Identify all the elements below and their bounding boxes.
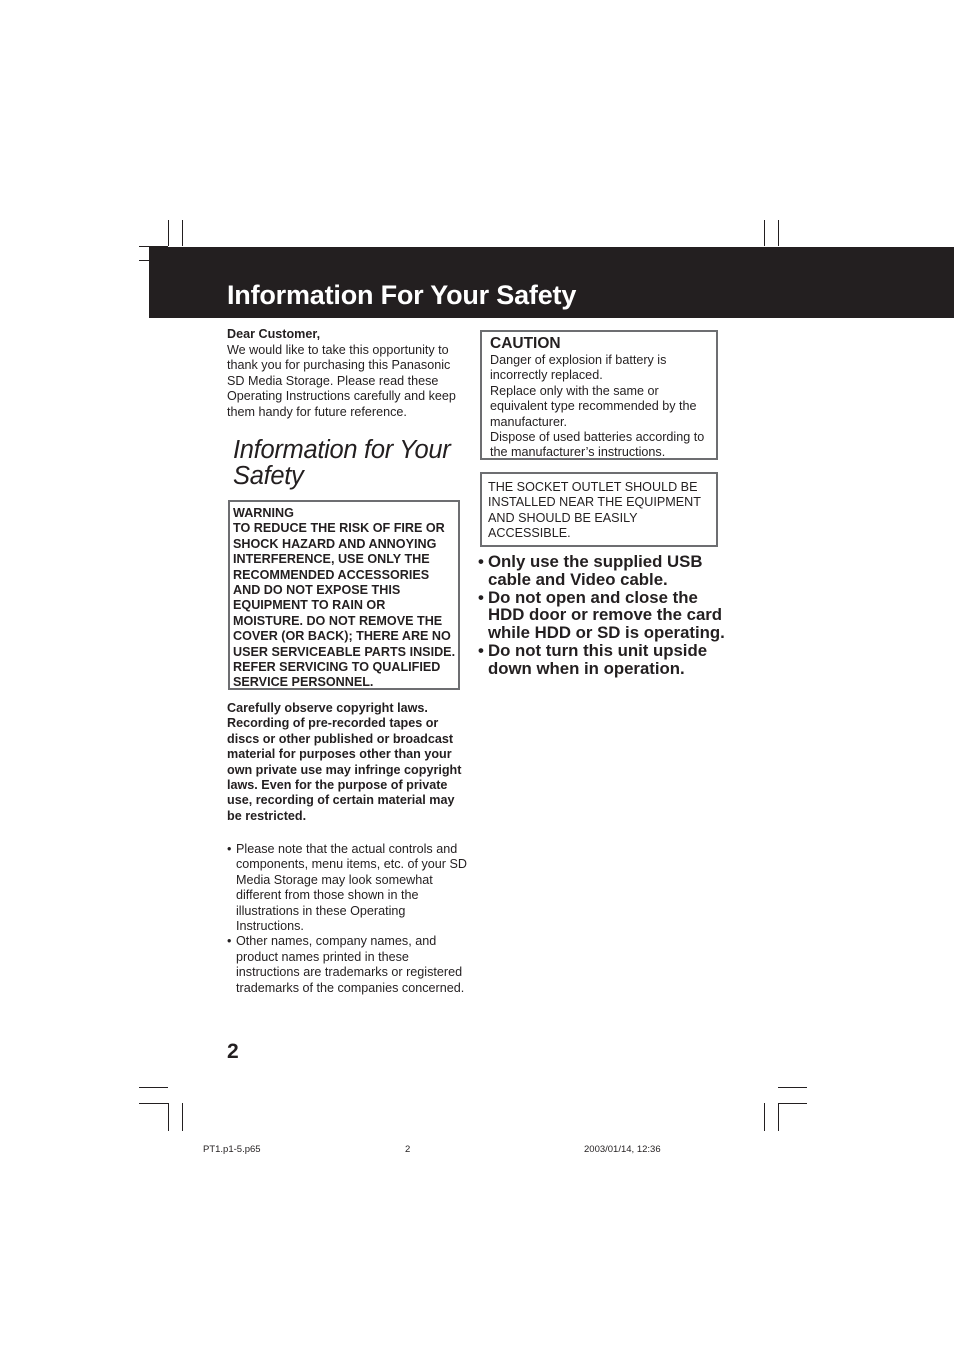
- warning-body: TO REDUCE THE RISK OF FIRE OR SHOCK HAZARD AND ANNOYING INTERFERENCE, USE ONLY THE RECOMMENDED ACCESSORIES AND DO NOT EXPOSE THIS EQUIPMENT TO RAIN OR MOISTURE. DO NOT REMOVE THE COVER (OR BACK); THERE ARE NO USER SERVICEABLE PARTS INSIDE. REFER SERVICING TO QUALIFIED SERVICE PERSONNEL.: [233, 521, 456, 690]
- list-item: • Please note that the actual controls and components, menu items, etc. of your SD Media Storage may look somewhat different from those shown in the illustrations in these Operating Instructions.: [227, 842, 467, 934]
- greeting-body: We would like to take this opportunity to thank you for purchasing this Panasonic SD Media Storage. Please read these Operating Instructions carefully and keep them handy for future reference.: [227, 343, 456, 419]
- caution-title: CAUTION: [490, 335, 561, 352]
- crop-mark: [778, 1087, 807, 1088]
- crop-mark: [764, 1103, 765, 1131]
- footer-timestamp: 2003/01/14, 12:36: [584, 1144, 661, 1155]
- crop-mark: [139, 1103, 168, 1104]
- caution-box: [480, 330, 718, 460]
- caution-line: Replace only with the same or equivalent type recommended by the manufacturer.: [490, 383, 697, 429]
- crop-mark: [778, 1103, 807, 1104]
- crop-mark: [182, 1103, 183, 1131]
- caution-line: Dispose of used batteries according to the manufacturer’s instructions.: [490, 430, 705, 460]
- greeting-heading: Dear Customer,: [227, 327, 321, 341]
- footer-page: 2: [405, 1144, 411, 1155]
- socket-notice-box: [480, 472, 718, 547]
- copyright-notice: Carefully observe copyright laws. Recording of pre-recorded tapes or discs or other published or broadcast material for purposes other than your own private use may infringe copyright laws. Even for the purpose of private use, recording of certain material may be restricted.: [227, 701, 462, 823]
- section-title: Information for Your Safety: [233, 436, 451, 490]
- socket-notice: THE SOCKET OUTLET SHOULD BE INSTALLED NEAR THE EQUIPMENT AND SHOULD BE EASILY ACCESSIBLE.: [488, 480, 701, 541]
- page-title: Information For Your Safety: [227, 280, 577, 310]
- list-item: • Do not open and close the HDD door or remove the card while HDD or SD is operating.: [478, 589, 728, 642]
- crop-mark: [139, 1087, 168, 1088]
- list-item: • Only use the supplied USB cable and Video cable.: [478, 553, 728, 589]
- list-item: • Do not turn this unit upside down when in operation.: [478, 642, 728, 678]
- crop-mark: [182, 220, 183, 246]
- caution-line: Danger of explosion if battery is incorrectly replaced.: [490, 353, 667, 383]
- warning-box: [228, 500, 460, 690]
- footer-file-name: PT1.p1-5.p65: [203, 1144, 261, 1155]
- important-bullets: [478, 553, 728, 678]
- page-number: 2: [227, 1040, 239, 1063]
- warning-heading: WARNING: [233, 506, 294, 520]
- crop-mark: [764, 220, 765, 246]
- crop-mark: [168, 1103, 169, 1131]
- crop-mark: [778, 1103, 779, 1131]
- list-item: • Other names, company names, and product names printed in these instructions are trademarks or registered trademarks of the companies concerned.: [227, 934, 467, 996]
- crop-mark: [168, 220, 169, 246]
- notes-list: [227, 842, 467, 996]
- crop-mark: [778, 220, 779, 246]
